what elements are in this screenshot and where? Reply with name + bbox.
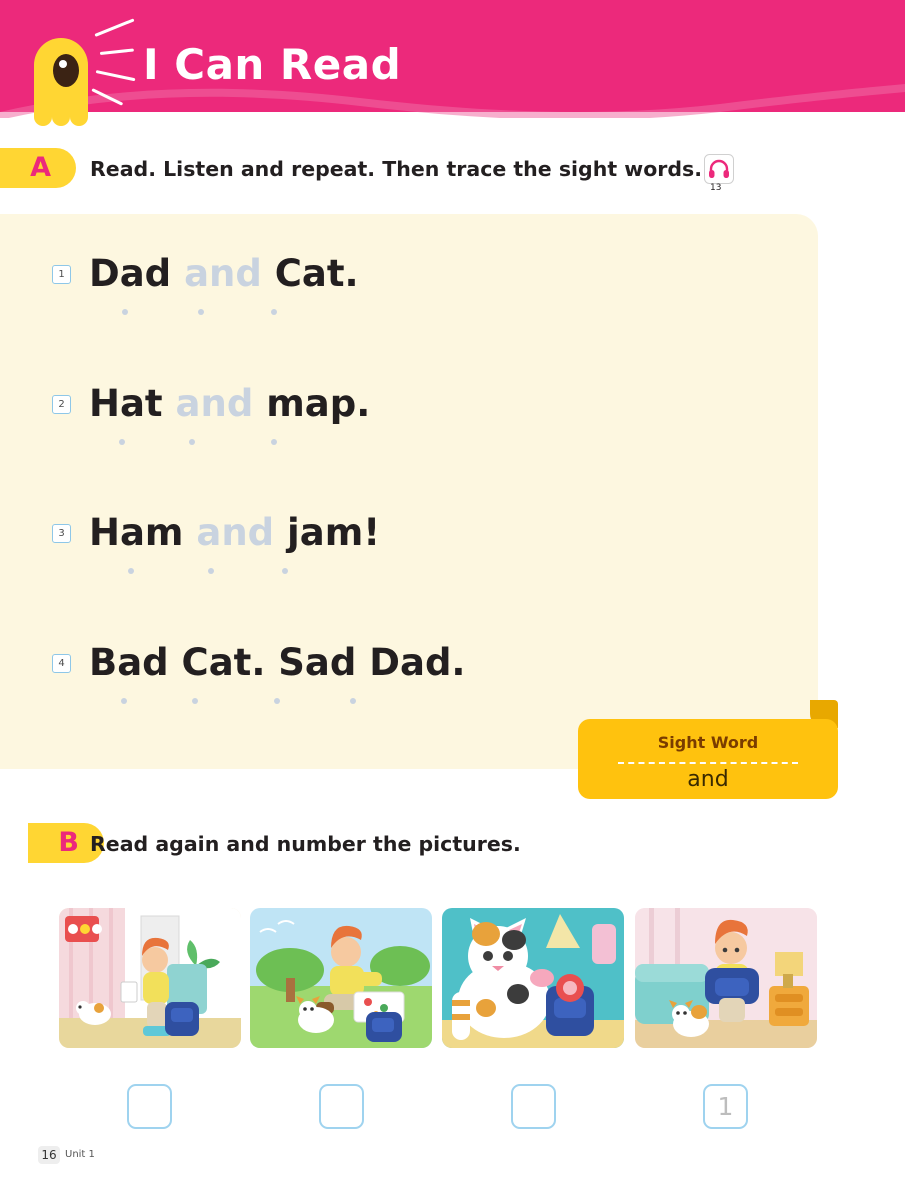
trace-dot xyxy=(192,698,198,704)
line-number: 2 xyxy=(52,395,71,414)
trace-dot xyxy=(122,309,128,315)
trace-dot xyxy=(208,568,214,574)
trace-word[interactable]: and xyxy=(184,252,262,295)
trace-dot xyxy=(271,309,277,315)
illustration-boy-wearing-backpack xyxy=(635,908,817,1048)
reading-line xyxy=(89,252,359,295)
trace-dot xyxy=(274,698,280,704)
picture-card[interactable] xyxy=(250,908,432,1048)
line-number: 1 xyxy=(52,265,71,284)
trace-word[interactable]: and xyxy=(196,511,275,554)
picture-card[interactable] xyxy=(442,908,624,1048)
reading-text: jam! xyxy=(274,511,381,554)
page-title: I Can Read xyxy=(143,40,402,89)
reading-text: Hat xyxy=(89,382,176,425)
trace-dot xyxy=(128,568,134,574)
trace-dot xyxy=(189,439,195,445)
answer-box[interactable] xyxy=(127,1084,172,1129)
answer-box[interactable] xyxy=(319,1084,364,1129)
reading-line xyxy=(89,641,466,684)
sight-word-divider xyxy=(618,762,798,764)
section-badge-b: B xyxy=(28,823,104,863)
picture-card[interactable] xyxy=(635,908,817,1048)
instruction-a: Read. Listen and repeat. Then trace the sight words. xyxy=(90,157,703,181)
sight-word-title: Sight Word xyxy=(657,733,759,752)
reading-line xyxy=(89,382,370,425)
page-number: 16 xyxy=(38,1146,60,1164)
headphones-icon[interactable] xyxy=(704,154,734,184)
reading-line xyxy=(89,511,380,554)
sight-word-value: and xyxy=(687,767,729,792)
line-number: 4 xyxy=(52,654,71,673)
unit-label: Unit 1 xyxy=(65,1149,95,1160)
reading-text: Dad xyxy=(89,252,185,295)
instruction-b: Read again and number the pictures. xyxy=(90,832,521,856)
line-number: 3 xyxy=(52,524,71,543)
trace-dot xyxy=(121,698,127,704)
trace-dot xyxy=(282,568,288,574)
trace-word[interactable]: and xyxy=(175,382,254,425)
illustration-cat-with-backpack xyxy=(442,908,624,1048)
reading-text: Ham xyxy=(89,511,197,554)
reading-text: Bad Cat. Sad Dad. xyxy=(89,641,466,684)
ghost-mascot-icon xyxy=(34,38,88,126)
illustration-boy-with-map-outdoors xyxy=(250,908,432,1048)
page-header xyxy=(0,0,905,128)
answer-box[interactable] xyxy=(511,1084,556,1129)
reading-panel xyxy=(0,214,818,769)
illustration-boy-packing-backpack xyxy=(59,908,241,1048)
answer-box[interactable]: 1 xyxy=(703,1084,748,1129)
reading-text: map. xyxy=(253,382,371,425)
picture-card[interactable] xyxy=(59,908,241,1048)
header-wave-shape xyxy=(0,78,905,118)
audio-track-number: 13 xyxy=(710,183,722,193)
trace-dot xyxy=(198,309,204,315)
trace-dot xyxy=(119,439,125,445)
section-badge-a: A xyxy=(0,148,76,188)
trace-dot xyxy=(271,439,277,445)
trace-dot xyxy=(350,698,356,704)
reading-text: Cat. xyxy=(261,252,359,295)
